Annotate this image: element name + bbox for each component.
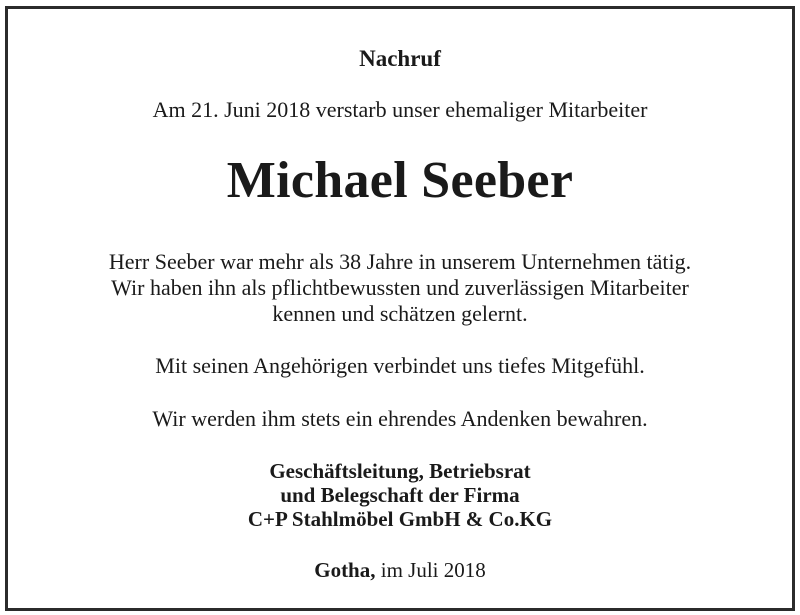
condolence-paragraph: Mit seinen Angehörigen verbindet uns tiefes Mitgefühl. [155, 353, 645, 378]
signatory-line-1: Geschäftsleitung, Betriebsrat [269, 459, 531, 483]
deceased-name: Michael Seeber [226, 152, 574, 209]
signatory-line-3: C+P Stahlmöbel GmbH & Co.KG [247, 507, 553, 531]
date: im Juli 2018 [380, 558, 486, 582]
tribute-line-3: kennen und schätzen gelernt. [272, 301, 528, 326]
tribute-line-1: Herr Seeber war mehr als 38 Jahre in unserem Unternehmen tätig. [108, 249, 692, 274]
remembrance-paragraph: Wir werden ihm stets ein ehrendes Andenken bewahren. [152, 406, 648, 431]
tribute-paragraph [8, 249, 792, 327]
tribute-line-2: Wir haben ihn als pflichtbewussten und zuverlässigen Mitarbeiter [111, 275, 689, 300]
signatory-line-2: und Belegschaft der Firma [280, 483, 520, 507]
place-date-line [8, 560, 792, 581]
intro-line: Am 21. Juni 2018 verstarb unser ehemaliger Mitarbeiter [152, 97, 648, 122]
obituary-notice [5, 6, 795, 611]
notice-heading: Nachruf [359, 46, 441, 71]
place: Gotha, [314, 558, 376, 582]
signatory-block [8, 459, 792, 531]
